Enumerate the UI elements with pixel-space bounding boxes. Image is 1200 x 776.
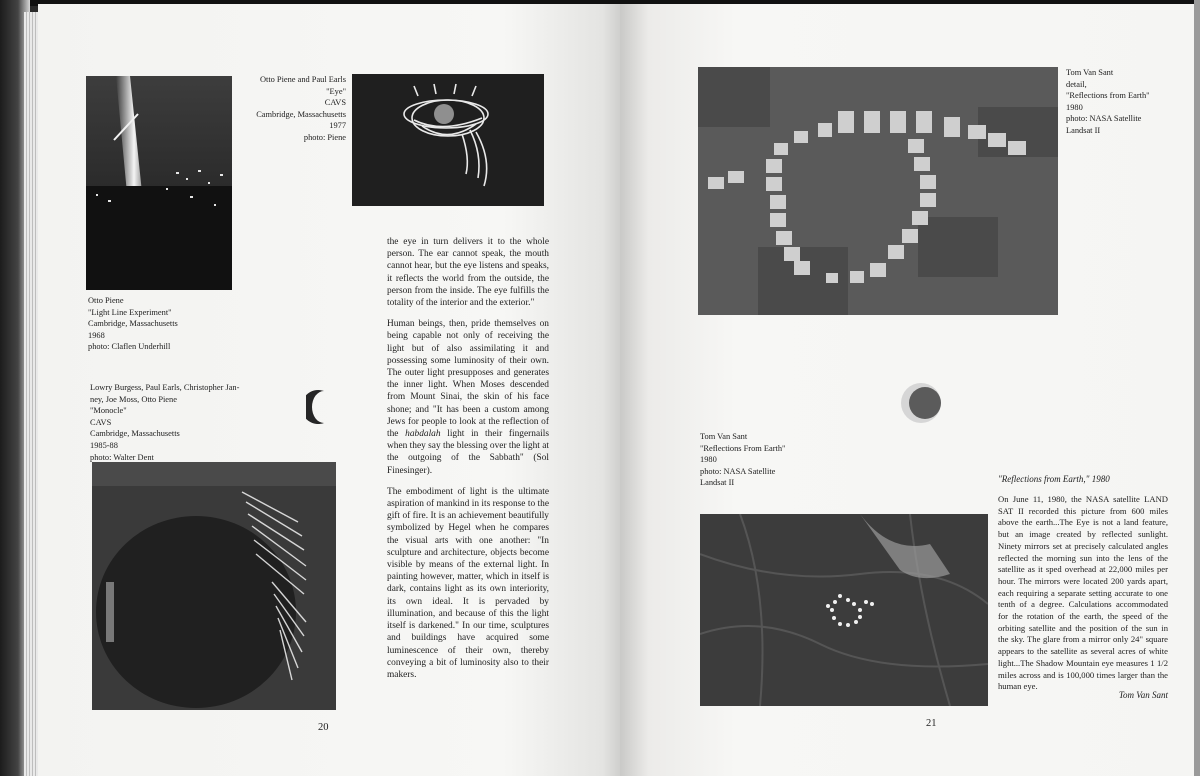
paragraph-2-text-b: light in their fingernails when they say the blessing over the light at the outgoing of the Sabbath" (Sol Finesinger). bbox=[387, 429, 549, 476]
caption-reflections-detail: Tom Van Sant detail, "Reflections from Earth" 1980 photo: NASA Satellite Landsat II bbox=[1066, 68, 1150, 135]
body-text-column bbox=[387, 236, 549, 690]
caption-light-line-experiment: Otto Piene "Light Line Experiment" Cambridge, Massachusetts 1968 photo: Claflen Underhill bbox=[88, 296, 178, 352]
essay-text: On June 11, 1980, the NASA satellite LAND SAT II recorded this picture from 600 miles above the earth...The Eye is not a land feature, but an image created by reflected sunlight. Ninety mirrors set at precisely calculated angles reflected the morning sun into the lens of the satellite as it sped overhead at 22,000 miles per hour. The mirrors were located 200 yards apart, each requiring a separate setting accurate to one tenth of a degree. Calculations accommodated for the rotation of the earth, the speed of the orbiting satellite and the position of the sun in the sky. The glare from a mirror only 24" square appears to the satellite as several acres of white light...The Shadow Mountain eye measures 1 1/2 miles across and is 100,000 times larger than the human eye. bbox=[998, 494, 1168, 692]
photo-reflections-detail bbox=[698, 67, 1058, 315]
essay-title: "Reflections from Earth," 1980 bbox=[998, 474, 1110, 484]
caption-eye: Otto Piene and Paul Earls "Eye" CAVS Cambridge, Massachusetts 1977 photo: Piene bbox=[256, 75, 346, 142]
satellite-image bbox=[700, 514, 988, 706]
photo-eye bbox=[352, 74, 544, 206]
paragraph-2-text-a: Human beings, then, pride themselves on being capable not only of receiving the light but of also assimilating it and possessing some luminosity of their own. The outer light presupposes and generates the inner light. When Moses descended from Mount Sinai, the skin of his face shone; and "It has been a custom among Jews for people to look at the reflection of the bbox=[387, 319, 549, 440]
page-number-right: 21 bbox=[926, 718, 937, 729]
right-page bbox=[620, 4, 1196, 776]
essay-signature: Tom Van Sant bbox=[1118, 690, 1168, 700]
book-right-edge bbox=[1194, 0, 1200, 776]
crescent-eye-icon-right bbox=[900, 382, 942, 424]
left-page bbox=[38, 4, 620, 776]
crescent-eye-icon bbox=[306, 390, 328, 424]
monocle-image bbox=[92, 462, 336, 710]
photo-reflections-from-earth bbox=[700, 514, 988, 706]
light-line-image bbox=[86, 76, 232, 290]
paragraph-3: The embodiment of light is the ultimate aspiration of mankind in its response to the gift of fire. It is an achievement beautifully symbolized by Hegel when he compares the visual arts with one another: "In sculpture and architecture, objects become visible by means of the external light. In painting however, matter, which in itself is dark, contains light as its own interiority, its own ideal. It is pervaded by illumination, and because of this the light itself is darkened." In our time, sculptures and buildings have acquired some luminescence of their own, thereby conveying a bit of luminosity also to their makers. bbox=[387, 486, 549, 680]
pixelated-eye-image bbox=[698, 67, 1058, 315]
caption-reflections-from-earth: Tom Van Sant "Reflections From Earth" 1980 photo: NASA Satellite Landsat II bbox=[700, 432, 786, 488]
paragraph-2 bbox=[387, 318, 549, 477]
paragraph-1: the eye in turn delivers it to the whole person. The ear cannot speak, the mouth cannot hear, but the eye listens and speaks, it reflects the world from the outside, the person from the inside. The eye fulfills the totality of the interior and the exterior." bbox=[387, 237, 549, 309]
photo-monocle bbox=[92, 462, 336, 710]
paragraph-2-italic: habdalah bbox=[405, 429, 441, 440]
page-number-left: 20 bbox=[318, 722, 329, 733]
caption-monocle: Lowry Burgess, Paul Earls, Christopher Jan- ney, Joe Moss, Otto Piene "Monocle" CAVS Cambridge, Massachusetts 1985-88 photo: Walter Dent bbox=[90, 383, 240, 462]
eye-light-drawing-image bbox=[352, 74, 544, 206]
photo-light-line-experiment bbox=[86, 76, 232, 290]
